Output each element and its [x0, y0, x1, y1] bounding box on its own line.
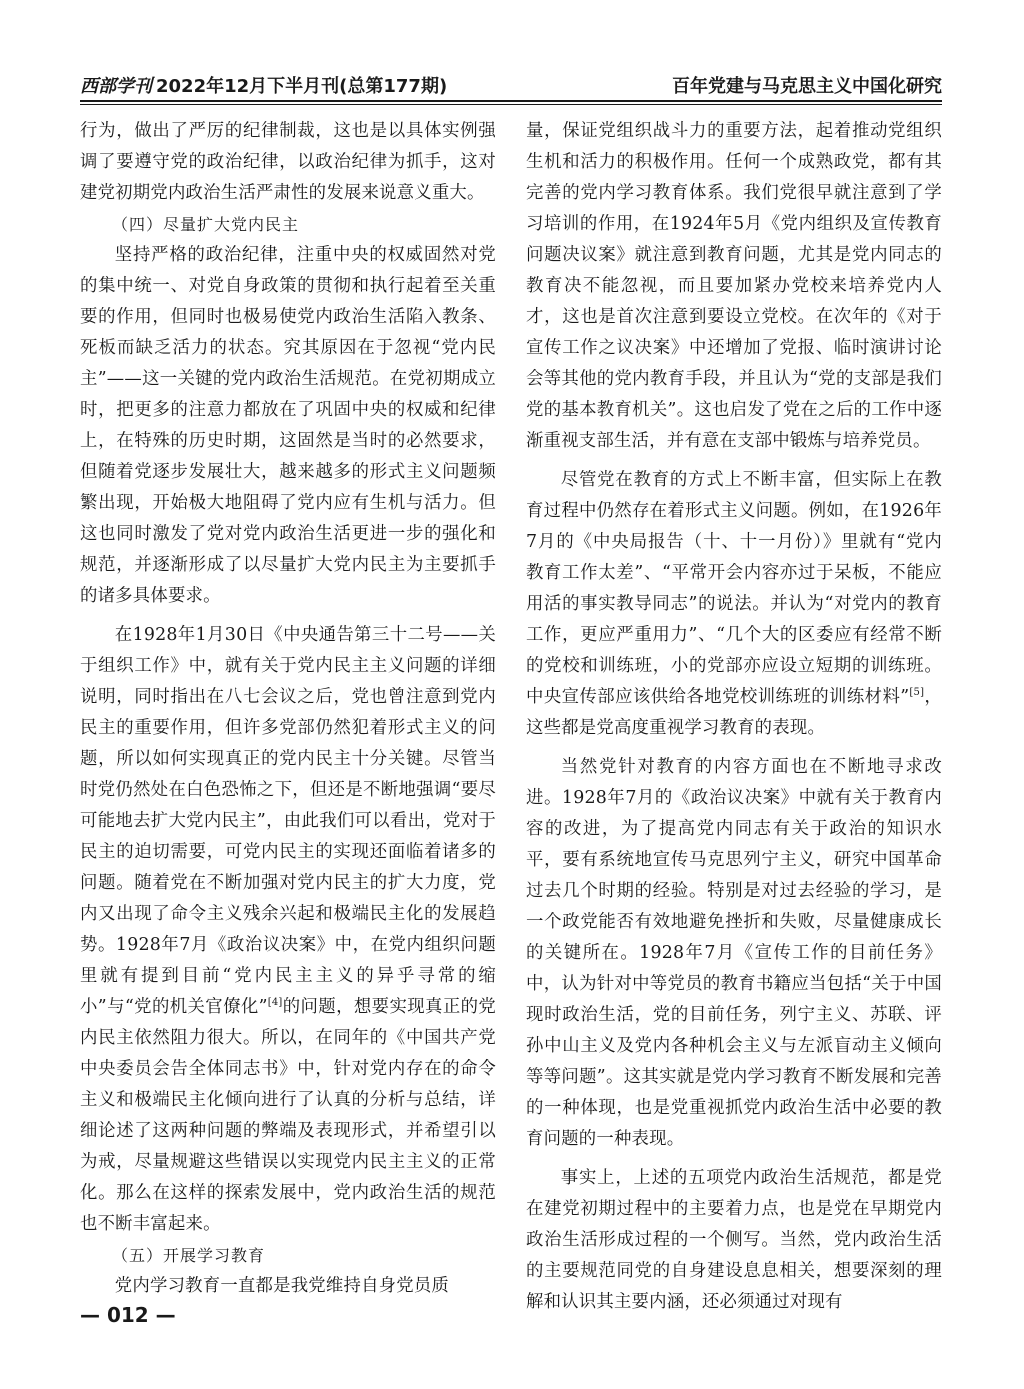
- paragraph: 量，保证党组织战斗力的重要方法，起着推动党组织生机和活力的积极作用。任何一个成熟政党，都有其完善的党内学习教育体系。我们党很早就注意到了学习培训的作用，在1924年5月《党内组织及宣传教育问题决议案》就注意到教育问题，尤其是党内同志的教育决不能忽视，而且要加紧办党校来培养党内人才，这也是首次注意到要设立党校。在次年的《对于宣传工作之议决案》中还增加了党报、临时演讲讨论会等其他的党内教育手段，并且认为“党的支部是我们党的基本教育机关”。这也启发了党在之后的工作中逐渐重视支部生活，并有意在支部中锻炼与培养党员。: [526, 121, 942, 451]
- journal-name: 西部学刊: [80, 76, 152, 97]
- paragraph: 党内学习教育一直都是我党维持自身党员质: [114, 1276, 450, 1296]
- paragraph-text: 尽管党在教育的方式上不断丰富，但实际上在教育过程中仍然存在着形式主义问题。例如，在1926年7月的《中央局报告（十、十一月份）》里就有“党内教育工作太差”、“平常开会内容亦过于呆板，不能应用活的事实教导同志”的说法。并认为“对党内的教育工作，更应严重用力”、“几个大的区委应有经常不断的党校和训练班，小的党部亦应设立短期的训练班。中央宣传部应该供给各地党校训练班的训练材料”: [526, 470, 942, 707]
- section-title: 百年党建与马克思主义中国化研究: [672, 76, 942, 97]
- paragraph: [526, 465, 942, 744]
- header-rule-thin: [80, 104, 942, 105]
- issue-label: 2022年12月下半月刊(总第177期): [156, 76, 448, 97]
- citation-ref: [5]: [909, 687, 925, 699]
- section-heading: （四）尽量扩大党内民主: [112, 215, 300, 234]
- header-rule-thick: [80, 100, 942, 102]
- right-column: [526, 116, 942, 1318]
- paragraph-text: 的问题，想要实现真正的党内民主依然阻力很大。所以，在同年的《中国共产党中央委员会告全体同志书》中，针对党内存在的命令主义和极端民主化倾向进行了认真的分析与总结，详细论述了这两种问题的弊端及表现形式，并希望引以为戒，尽量规避这些错误以实现党内民主主义的正常化。那么在这样的探索发展中，党内政治生活的规范也不断丰富起来。: [80, 997, 496, 1234]
- paragraph: 事实上，上述的五项党内政治生活规范，都是党在建党初期过程中的主要着力点，也是党在早期党内政治生活形成过程的一个侧写。当然，党内政治生活的主要规范同党的自身建设息息相关，想要深刻的理解和认识其主要内涵，还必须通过对现有: [526, 1168, 942, 1312]
- paragraph-text: 在1928年1月30日《中央通告第三十二号——关于组织工作》中，就有关于党内民主主义问题的详细说明，同时指出在八七会议之后，党也曾注意到党内民主的重要作用，但许多党部仍然犯着形式主义的问题，所以如何实现真正的党内民主十分关键。尽管当时党仍然处在白色恐怖之下，但还是不断地强调“要尽可能地去扩大党内民主”，由此我们可以看出，党对于民主的迫切需要，可党内民主的实现还面临着诸多的问题。随着党在不断加强对党内民主的扩大力度，党内又出现了命令主义残余兴起和极端民主化的发展趋势。1928年7月《政治议决案》中，在党内组织问题里就有提到目前“党内民主主义的异乎寻常的缩小”与“党的机关官僚化”: [80, 625, 496, 1017]
- running-header: [80, 70, 942, 106]
- header-issue-info: [80, 72, 447, 98]
- section-heading: （五）开展学习教育: [112, 1246, 266, 1265]
- paragraph: [80, 620, 496, 1240]
- paragraph-text: ，这些都是党高度重视学习教育的表现。: [526, 687, 942, 738]
- left-column: [80, 116, 496, 1302]
- paragraph: 行为，做出了严厉的纪律制裁，这也是以具体实例强调了要遵守党的政治纪律，以政治纪律为抓手，这对建党初期党内政治生活严肃性的发展来说意义重大。: [80, 121, 496, 203]
- paragraph: 当然党针对教育的内容方面也在不断地寻求改进。1928年7月的《政治议决案》中就有关于教育内容的改进，为了提高党内同志有关于政治的知识水平，要有系统地宣传马克思列宁主义，研究中国革命过去几个时期的经验。特别是对过去经验的学习，是一个政党能否有效地避免挫折和失败，尽量健康成长的关键所在。1928年7月《宣传工作的目前任务》中，认为针对中等党员的教育书籍应当包括“关于中国现时政治生活，党的目前任务，列宁主义、苏联、评孙中山主义及党内各种机会主义与左派盲动主义倾向等等问题”。这其实就是党内学习教育不断发展和完善的一种体现，也是党重视抓党内政治生活中必要的教育问题的一种表现。: [526, 757, 942, 1149]
- paragraph: 坚持严格的政治纪律，注重中央的权威固然对党的集中统一、对党自身政策的贯彻和执行起着至关重要的作用，但同时也极易使党内政治生活陷入教条、死板而缺乏活力的状态。究其原因在于忽视“党内民主”——这一关键的党内政治生活规范。在党初期成立时，把更多的注意力都放在了巩固中央的权威和纪律上，在特殊的历史时期，这固然是当时的必然要求，但随着党逐步发展壮大，越来越多的形式主义问题频繁出现，开始极大地阻碍了党内应有生机与活力。但这也同时激发了党对党内政治生活更进一步的强化和规范，并逐渐形成了以尽量扩大党内民主为主要抓手的诸多具体要求。: [80, 245, 496, 606]
- citation-ref: [4]: [267, 997, 283, 1009]
- page-number: — 012 —: [80, 1303, 176, 1327]
